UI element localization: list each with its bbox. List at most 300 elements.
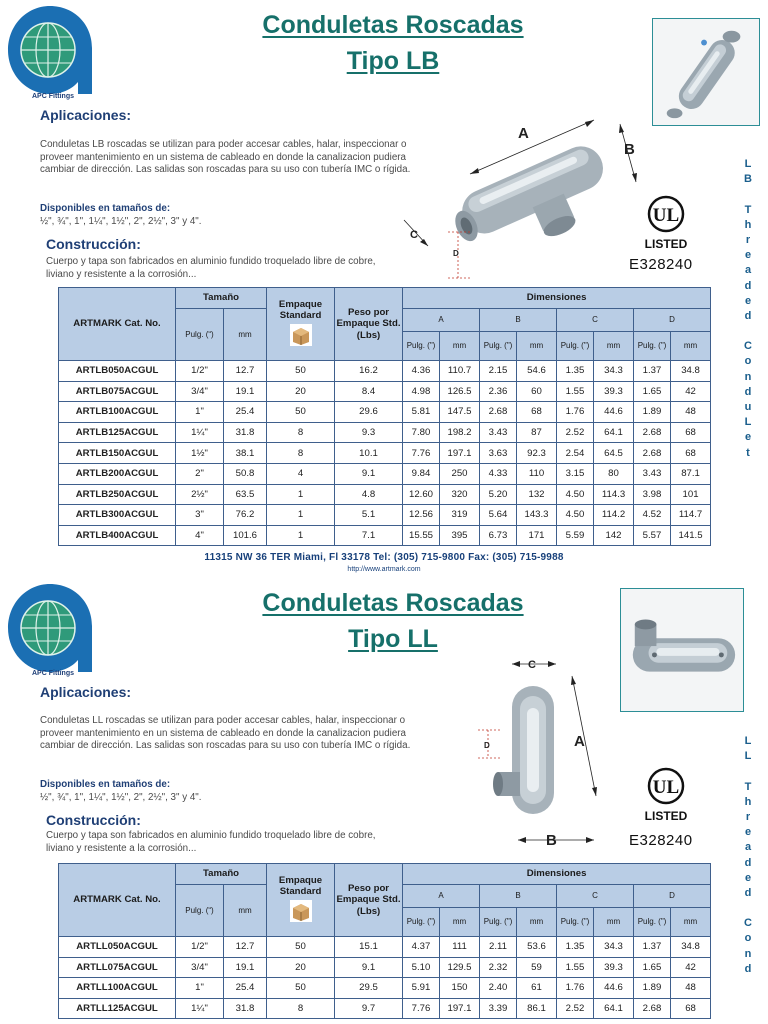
vertical-letter: e [744, 431, 752, 444]
table-cell: 9.7 [335, 998, 403, 1019]
table-cell: 2.52 [557, 998, 594, 1019]
col-header-c-mm: mm [594, 908, 634, 937]
sizes-text: ½", ¾", 1", 1¼", 1½", 2", 2½", 3" y 4". [40, 216, 202, 227]
table-cell: 4.37 [403, 937, 440, 958]
vertical-letter: T [744, 780, 752, 793]
vertical-letter: e [744, 249, 752, 262]
table-cell: 5.57 [634, 525, 671, 546]
table-cell: 1¼" [176, 422, 224, 443]
page-title: Conduletas Roscadas [262, 11, 524, 39]
table-cell: 4.50 [557, 505, 594, 526]
table-cell: 2.15 [480, 361, 517, 382]
table-cell: 44.6 [594, 978, 634, 999]
col-header-a: A [403, 309, 480, 332]
table-cell: 34.3 [594, 937, 634, 958]
table-cell-catalog: ARTLL125ACGUL [59, 998, 176, 1019]
aplicaciones-text: Conduletas LL roscadas se utilizan para poder accesar cables, halar, inspeccionar o proveer mantenimiento en un sistema de cableado en donde la canalizacion pudiera cambiar de dirección. Las salidas son roscadas para su uso con tubería IMC o rígida. [40, 715, 411, 752]
table-cell: 171 [517, 525, 557, 546]
table-cell: 7.1 [335, 525, 403, 546]
table-cell: 1.89 [634, 402, 671, 423]
table-cell: 3.63 [480, 443, 517, 464]
table-cell-catalog: ARTLB200ACGUL [59, 463, 176, 484]
table-cell: 129.5 [440, 957, 480, 978]
vertical-letter: C [744, 917, 752, 930]
table-cell: 50 [267, 361, 335, 382]
table-row [59, 361, 711, 382]
table-cell: 6.73 [480, 525, 517, 546]
svg-text:UL: UL [652, 205, 680, 226]
table-cell: 147.5 [440, 402, 480, 423]
logo-caption: APC Fittings [32, 93, 74, 100]
table-cell: 3/4" [176, 957, 224, 978]
product-photo [652, 18, 760, 126]
col-header-empaque [267, 864, 335, 937]
table-cell: 395 [440, 525, 480, 546]
table-cell: 1 [267, 484, 335, 505]
table-cell: 15.55 [403, 525, 440, 546]
vertical-letter: L [744, 416, 752, 429]
vertical-letter [746, 764, 749, 779]
table-cell: 9.1 [335, 957, 403, 978]
col-header-c: C [557, 885, 634, 908]
col-header-a-pulg: Pulg. (") [403, 908, 440, 937]
vertical-letter: d [744, 962, 752, 975]
col-header-empaque [267, 288, 335, 361]
table-cell: 2.36 [480, 381, 517, 402]
table-row [59, 422, 711, 443]
col-header-mm: mm [224, 309, 267, 361]
table-cell: 3.39 [480, 998, 517, 1019]
table-cell: 2½" [176, 484, 224, 505]
table-cell: 50 [267, 978, 335, 999]
table-cell: 8.4 [335, 381, 403, 402]
table-cell: 2.68 [634, 998, 671, 1019]
vertical-letter: n [744, 947, 752, 960]
table-cell: 39.3 [594, 957, 634, 978]
table-cell: 141.5 [671, 525, 711, 546]
table-cell: 1.65 [634, 957, 671, 978]
col-header-b-pulg: Pulg. (") [480, 908, 517, 937]
page-subtitle: Tipo LL [348, 625, 438, 653]
footer-address: 11315 NW 36 TER Miami, Fl 33178 Tel: (305) 715-9800 Fax: (305) 715-9988 [204, 552, 564, 563]
col-header-dimensiones: Dimensiones [403, 288, 711, 309]
table-cell: 142 [594, 525, 634, 546]
table-cell: 64.1 [594, 422, 634, 443]
sizes-text: ½", ¾", 1", 1¼", 1½", 2", 2½", 3" y 4". [40, 792, 202, 803]
vertical-letter: L [744, 735, 752, 747]
vertical-letter: h [744, 795, 752, 808]
vertical-letter: T [744, 203, 752, 216]
construccion-text: Cuerpo y tapa son fabricados en aluminio fundido troquelado libre de cobre, liviano y resistente a la corrosión... [46, 256, 376, 280]
col-header-b-pulg: Pulg. (") [480, 332, 517, 361]
table-cell: 3.43 [634, 463, 671, 484]
table-cell: 12.60 [403, 484, 440, 505]
col-header-c-pulg: Pulg. (") [557, 332, 594, 361]
table-cell: 87.1 [671, 463, 711, 484]
table-cell: 197.1 [440, 998, 480, 1019]
col-header-a-pulg: Pulg. (") [403, 332, 440, 361]
dim-label-c: C [528, 659, 536, 671]
col-header-peso: Peso por Empaque Std. (Lbs) [335, 288, 403, 361]
table-cell: 86.1 [517, 998, 557, 1019]
table-cell: 4.33 [480, 463, 517, 484]
col-header-pulg: Pulg. (“) [176, 309, 224, 361]
table-cell: 25.4 [224, 402, 267, 423]
table-cell: 87 [517, 422, 557, 443]
table-cell: 2.11 [480, 937, 517, 958]
dim-label-b: B [546, 832, 557, 849]
dim-label-d: D [484, 741, 490, 750]
table-cell: 29.6 [335, 402, 403, 423]
table-cell: 5.10 [403, 957, 440, 978]
apc-logo [6, 4, 94, 102]
ul-file-number: E328240 [629, 256, 693, 273]
table-cell: 1.55 [557, 381, 594, 402]
table-cell: 1" [176, 402, 224, 423]
table-cell: 8 [267, 443, 335, 464]
table-cell: 143.3 [517, 505, 557, 526]
table-cell: 197.1 [440, 443, 480, 464]
col-header-peso: Peso por Empaque Std. (Lbs) [335, 864, 403, 937]
table-cell: 1½" [176, 443, 224, 464]
col-header-d-pulg: Pulg. (") [634, 908, 671, 937]
table-cell: 8 [267, 998, 335, 1019]
vertical-letter: d [744, 309, 752, 322]
table-row [59, 505, 711, 526]
table-cell: 20 [267, 957, 335, 978]
table-cell: 5.59 [557, 525, 594, 546]
table-cell: 4.50 [557, 484, 594, 505]
table-cell: 63.5 [224, 484, 267, 505]
page-subtitle: Tipo LB [346, 47, 440, 75]
table-cell: 1.76 [557, 402, 594, 423]
table-cell: 319 [440, 505, 480, 526]
col-header-b: B [480, 309, 557, 332]
table-cell: 7.80 [403, 422, 440, 443]
table-cell: 2.52 [557, 422, 594, 443]
table-cell: 150 [440, 978, 480, 999]
table-cell: 2.68 [480, 402, 517, 423]
table-cell: 1.65 [634, 381, 671, 402]
table-cell: 39.3 [594, 381, 634, 402]
table-cell: 110 [517, 463, 557, 484]
table-cell: 4.8 [335, 484, 403, 505]
side-vertical-label [740, 157, 756, 461]
table-cell: 59 [517, 957, 557, 978]
table-cell: 1.37 [634, 361, 671, 382]
table-cell: 2.54 [557, 443, 594, 464]
table-cell: 92.3 [517, 443, 557, 464]
footer-url[interactable]: http://www.artmark.com [347, 566, 421, 573]
table-cell: 101 [671, 484, 711, 505]
col-header-b-mm: mm [517, 332, 557, 361]
col-header-c: C [557, 309, 634, 332]
table-cell: 1.89 [634, 978, 671, 999]
table-cell: 48 [671, 978, 711, 999]
vertical-letter: B [744, 173, 752, 186]
vertical-letter: d [744, 279, 752, 292]
sizes-label: Disponibles en tamaños de: [40, 203, 171, 214]
table-row [59, 443, 711, 464]
table-cell: 114.3 [594, 484, 634, 505]
lb-spec-table [58, 287, 711, 546]
table-row [59, 525, 711, 546]
table-row [59, 998, 711, 1019]
product-photo [620, 588, 744, 712]
table-cell: 3.15 [557, 463, 594, 484]
vertical-letter: o [744, 355, 752, 368]
vertical-letter: n [744, 370, 752, 383]
table-cell: 20 [267, 381, 335, 402]
table-cell: 38.1 [224, 443, 267, 464]
dim-label-a: A [518, 125, 529, 142]
vertical-letter: d [744, 385, 752, 398]
col-header-d: D [634, 309, 711, 332]
vertical-letter: d [744, 856, 752, 869]
table-cell: 5.91 [403, 978, 440, 999]
vertical-letter: L [744, 750, 752, 763]
apc-logo [6, 582, 94, 680]
col-header-tamano: Tamaño [176, 864, 267, 885]
table-cell: 42 [671, 957, 711, 978]
col-header-c-pulg: Pulg. (") [557, 908, 594, 937]
empaque-label: Empaque Standard [278, 875, 323, 898]
table-row [59, 937, 711, 958]
table-cell: 1" [176, 978, 224, 999]
table-cell: 5.1 [335, 505, 403, 526]
table-cell: 31.8 [224, 998, 267, 1019]
table-cell: 250 [440, 463, 480, 484]
table-cell: 1 [267, 525, 335, 546]
aplicaciones-heading: Aplicaciones: [40, 107, 132, 123]
table-cell: 1¼" [176, 998, 224, 1019]
construccion-heading: Construcción: [46, 812, 141, 828]
table-cell-catalog: ARTLB150ACGUL [59, 443, 176, 464]
table-cell-catalog: ARTLB100ACGUL [59, 402, 176, 423]
table-cell: 19.1 [224, 381, 267, 402]
table-cell: 114.2 [594, 505, 634, 526]
table-cell: 64.5 [594, 443, 634, 464]
table-cell: 2.32 [480, 957, 517, 978]
table-cell: 44.6 [594, 402, 634, 423]
table-cell: 5.81 [403, 402, 440, 423]
table-cell: 29.5 [335, 978, 403, 999]
page-title: Conduletas Roscadas [262, 589, 524, 617]
table-cell-catalog: ARTLB050ACGUL [59, 361, 176, 382]
table-cell-catalog: ARTLL100ACGUL [59, 978, 176, 999]
construccion-text: Cuerpo y tapa son fabricados en aluminio fundido troquelado libre de cobre, liviano y resistente a la corrosión... [46, 830, 376, 854]
table-cell: 110.7 [440, 361, 480, 382]
vertical-letter: r [745, 233, 751, 246]
table-cell: 61 [517, 978, 557, 999]
table-row [59, 484, 711, 505]
table-cell: 12.56 [403, 505, 440, 526]
table-cell: 2.40 [480, 978, 517, 999]
table-cell-catalog: ARTLL075ACGUL [59, 957, 176, 978]
table-cell: 34.3 [594, 361, 634, 382]
vertical-letter: h [744, 218, 752, 231]
table-cell-catalog: ARTLB075ACGUL [59, 381, 176, 402]
ll-dimension-drawing [472, 656, 612, 854]
table-cell: 25.4 [224, 978, 267, 999]
table-cell: 9.1 [335, 463, 403, 484]
col-header-a-mm: mm [440, 332, 480, 361]
vertical-letter: r [745, 810, 751, 823]
table-cell-catalog: ARTLB400ACGUL [59, 525, 176, 546]
table-cell: 80 [594, 463, 634, 484]
col-header-d: D [634, 885, 711, 908]
table-cell-catalog: ARTLB250ACGUL [59, 484, 176, 505]
col-header-cat: ARTMARK Cat. No. [59, 864, 176, 937]
table-cell: 9.84 [403, 463, 440, 484]
table-cell: 3.98 [634, 484, 671, 505]
table-cell: 1.35 [557, 937, 594, 958]
table-row [59, 381, 711, 402]
ll-spec-table [58, 863, 711, 1019]
col-header-c-mm: mm [594, 332, 634, 361]
table-cell: 68 [671, 443, 711, 464]
table-cell: 4.98 [403, 381, 440, 402]
table-cell: 12.7 [224, 361, 267, 382]
table-cell: 12.7 [224, 937, 267, 958]
vertical-letter: t [746, 446, 750, 459]
table-cell: 5.64 [480, 505, 517, 526]
table-cell: 3.43 [480, 422, 517, 443]
table-cell-catalog: ARTLB300ACGUL [59, 505, 176, 526]
vertical-letter: e [744, 826, 752, 839]
vertical-letter: a [744, 841, 752, 854]
table-cell: 4.36 [403, 361, 440, 382]
table-row [59, 463, 711, 484]
table-cell-catalog: ARTLL050ACGUL [59, 937, 176, 958]
vertical-letter [746, 187, 749, 202]
table-cell: 68 [671, 422, 711, 443]
table-row [59, 402, 711, 423]
table-cell: 54.6 [517, 361, 557, 382]
box-icon [290, 324, 312, 346]
table-cell: 68 [517, 402, 557, 423]
construccion-heading: Construcción: [46, 236, 141, 252]
table-cell: 42 [671, 381, 711, 402]
table-cell-catalog: ARTLB125ACGUL [59, 422, 176, 443]
col-header-d-mm: mm [671, 908, 711, 937]
vertical-letter [746, 901, 749, 916]
table-cell: 3" [176, 505, 224, 526]
box-icon [290, 900, 312, 922]
col-header-b-mm: mm [517, 908, 557, 937]
vertical-letter: C [744, 340, 752, 353]
table-cell: 101.6 [224, 525, 267, 546]
vertical-letter: a [744, 264, 752, 277]
table-cell: 50 [267, 937, 335, 958]
table-cell: 48 [671, 402, 711, 423]
col-header-pulg: Pulg. (“) [176, 885, 224, 937]
vertical-letter: u [744, 401, 752, 413]
table-cell: 114.7 [671, 505, 711, 526]
table-cell: 1.37 [634, 937, 671, 958]
table-cell: 31.8 [224, 422, 267, 443]
vertical-letter: L [744, 158, 752, 170]
table-cell: 50 [267, 402, 335, 423]
table-cell: 64.1 [594, 998, 634, 1019]
table-cell: 5.20 [480, 484, 517, 505]
col-header-dimensiones: Dimensiones [403, 864, 711, 885]
aplicaciones-text: Conduletas LB roscadas se utilizan para poder accesar cables, halar, inspeccionar o proveer mantenimiento en un sistema de cableado en donde la canalizacion pudiera cambiar de dirección. Las salidas son roscadas para su uso con tubería IMC o rígida. [40, 139, 411, 176]
ul-listed-text: LISTED [644, 809, 688, 822]
table-cell: 2" [176, 463, 224, 484]
table-cell: 4.52 [634, 505, 671, 526]
table-cell: 10.1 [335, 443, 403, 464]
table-cell: 1 [267, 505, 335, 526]
table-cell: 60 [517, 381, 557, 402]
table-cell: 4 [267, 463, 335, 484]
side-vertical-label [740, 734, 756, 977]
svg-text:UL: UL [652, 777, 680, 798]
col-header-cat: ARTMARK Cat. No. [59, 288, 176, 361]
table-cell: 7.76 [403, 443, 440, 464]
vertical-letter: o [744, 932, 752, 945]
table-cell: 4" [176, 525, 224, 546]
table-cell: 1/2" [176, 937, 224, 958]
empaque-label: Empaque Standard [278, 299, 323, 322]
table-cell: 9.3 [335, 422, 403, 443]
table-cell: 19.1 [224, 957, 267, 978]
dim-label-a: A [574, 733, 585, 750]
ul-listed-text: LISTED [644, 237, 688, 250]
col-header-a-mm: mm [440, 908, 480, 937]
table-cell: 2.68 [634, 443, 671, 464]
table-cell: 7.76 [403, 998, 440, 1019]
table-cell: 2.68 [634, 422, 671, 443]
ul-file-number: E328240 [629, 832, 693, 849]
logo-caption: APC Fittings [32, 670, 74, 677]
table-cell: 34.8 [671, 361, 711, 382]
col-header-mm: mm [224, 885, 267, 937]
table-cell: 1.76 [557, 978, 594, 999]
vertical-letter [746, 324, 749, 339]
table-cell: 15.1 [335, 937, 403, 958]
table-cell: 76.2 [224, 505, 267, 526]
dim-label-c: C [410, 229, 418, 241]
table-row [59, 978, 711, 999]
sizes-label: Disponibles en tamaños de: [40, 779, 171, 790]
table-cell: 8 [267, 422, 335, 443]
table-cell: 198.2 [440, 422, 480, 443]
table-cell: 53.6 [517, 937, 557, 958]
table-cell: 34.8 [671, 937, 711, 958]
table-cell: 132 [517, 484, 557, 505]
lb-dimension-drawing [398, 108, 650, 282]
vertical-letter: d [744, 886, 752, 899]
table-cell: 111 [440, 937, 480, 958]
ll-sheet [0, 576, 768, 1024]
table-cell: 3/4" [176, 381, 224, 402]
table-row [59, 957, 711, 978]
col-header-d-mm: mm [671, 332, 711, 361]
table-cell: 320 [440, 484, 480, 505]
dim-label-d: D [453, 249, 459, 258]
table-cell: 50.8 [224, 463, 267, 484]
table-cell: 126.5 [440, 381, 480, 402]
col-header-d-pulg: Pulg. (") [634, 332, 671, 361]
vertical-letter: e [744, 294, 752, 307]
table-cell: 68 [671, 998, 711, 1019]
ul-listed-mark [638, 194, 702, 250]
table-cell: 1/2" [176, 361, 224, 382]
col-header-b: B [480, 885, 557, 908]
col-header-a: A [403, 885, 480, 908]
aplicaciones-heading: Aplicaciones: [40, 684, 132, 700]
